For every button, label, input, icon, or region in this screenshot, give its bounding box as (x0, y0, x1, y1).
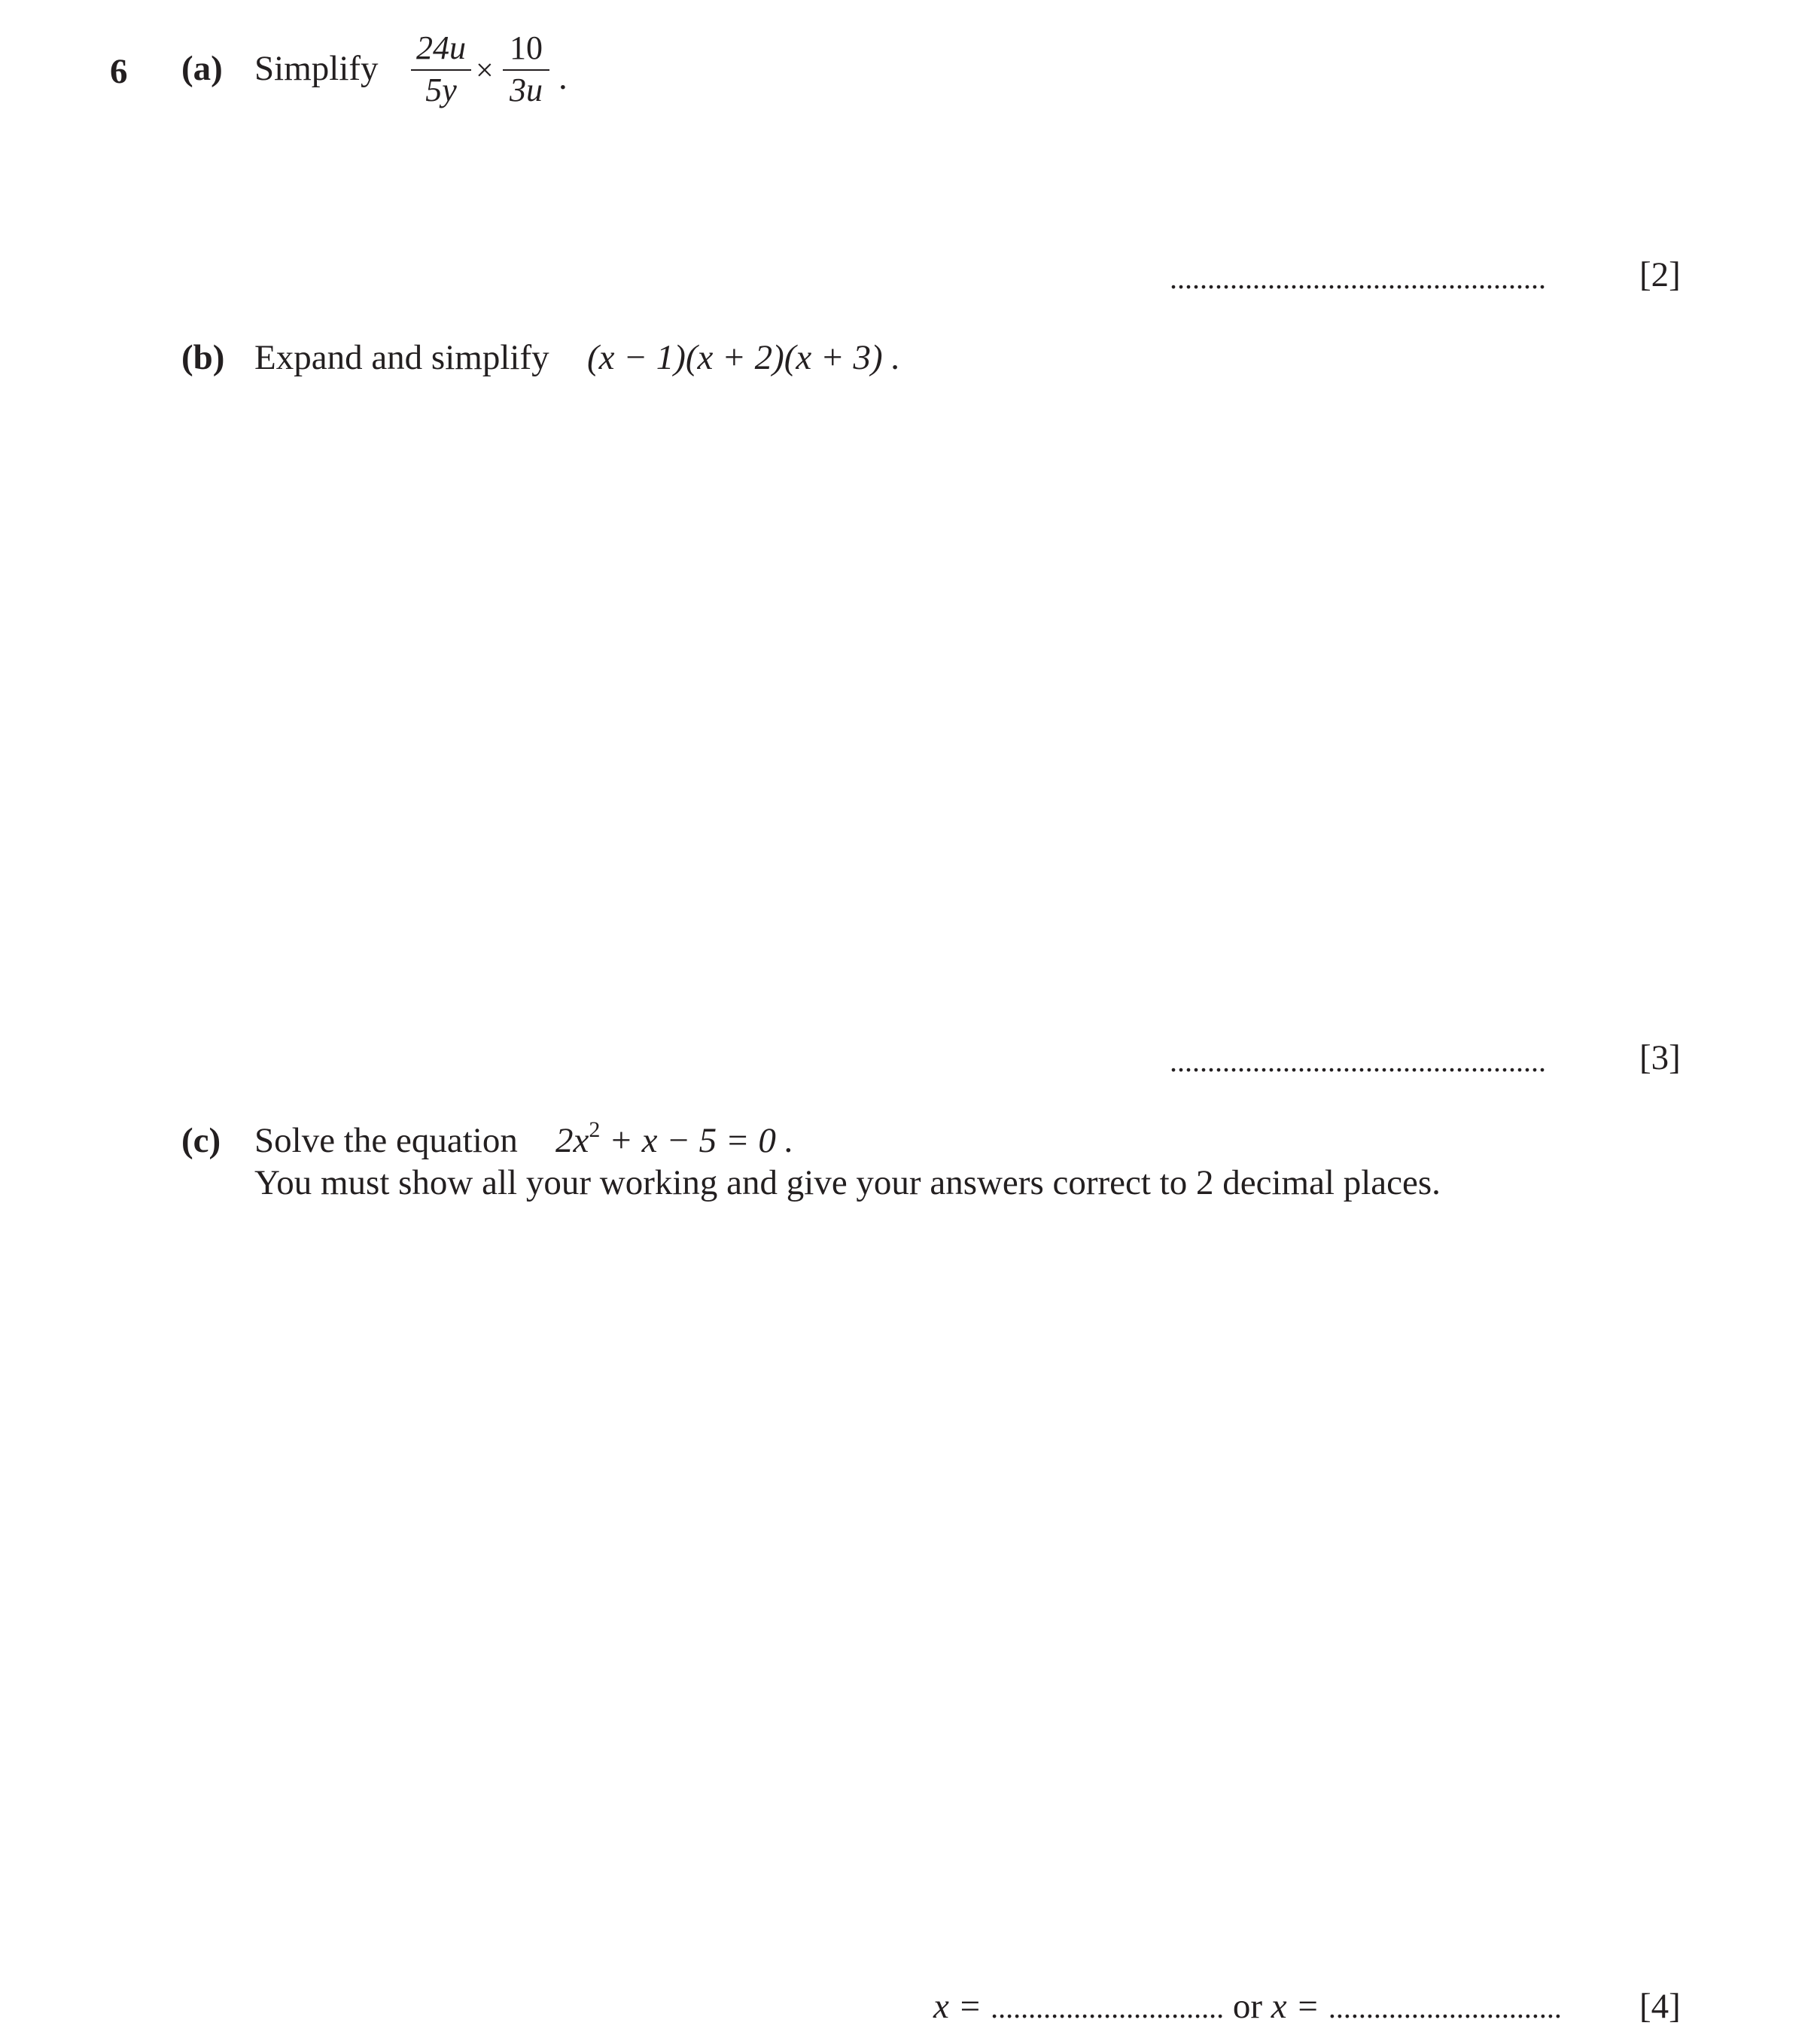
part-b-marks: [3] (1639, 1038, 1681, 1077)
times-operator: × (476, 53, 494, 88)
equation-prefix: 2x (555, 1121, 589, 1160)
part-a-fraction-2 (503, 29, 549, 108)
answer-1-line[interactable]: ............................... (991, 1991, 1225, 2024)
part-b-label: (b) (181, 338, 225, 377)
equation-suffix: + x − 5 = 0 . (600, 1121, 794, 1160)
question-number: 6 (110, 52, 128, 91)
answer-1-prefix: x = (933, 1987, 991, 2026)
answer-2-line[interactable]: ............................... (1328, 1991, 1562, 2024)
part-a-label: (a) (181, 49, 223, 88)
part-b-instruction: Expand and simplify (254, 338, 549, 377)
answer-2-prefix: x = (1271, 1987, 1328, 2026)
part-a-answer-line[interactable]: .................................................. (1170, 261, 1546, 295)
equation-exponent: 2 (589, 1117, 601, 1142)
part-a-marks: [2] (1639, 255, 1681, 294)
part-c-marks: [4] (1639, 1987, 1681, 2026)
part-c-note: You must show all your working and give your answers correct to 2 decimal places. (254, 1163, 1441, 1202)
part-b-answer-line[interactable]: .................................................. (1170, 1044, 1546, 1078)
part-c-label: (c) (181, 1121, 221, 1160)
fraction-2-denominator: 3u (510, 72, 543, 108)
part-a-end-punct: . (558, 58, 568, 97)
part-a-instruction: Simplify (254, 49, 379, 88)
part-a-fraction-1 (411, 29, 471, 108)
part-b-expression: (x − 1)(x + 2)(x + 3) . (587, 338, 901, 377)
fraction-1-numerator: 24u (416, 29, 466, 66)
part-c-equation (555, 1117, 794, 1160)
part-c-answer-row (933, 1989, 1562, 2024)
part-c-instruction: Solve the equation (254, 1121, 518, 1160)
fraction-2-numerator: 10 (510, 29, 543, 66)
answer-or: or (1224, 1987, 1271, 2026)
fraction-1-denominator: 5y (425, 72, 457, 108)
